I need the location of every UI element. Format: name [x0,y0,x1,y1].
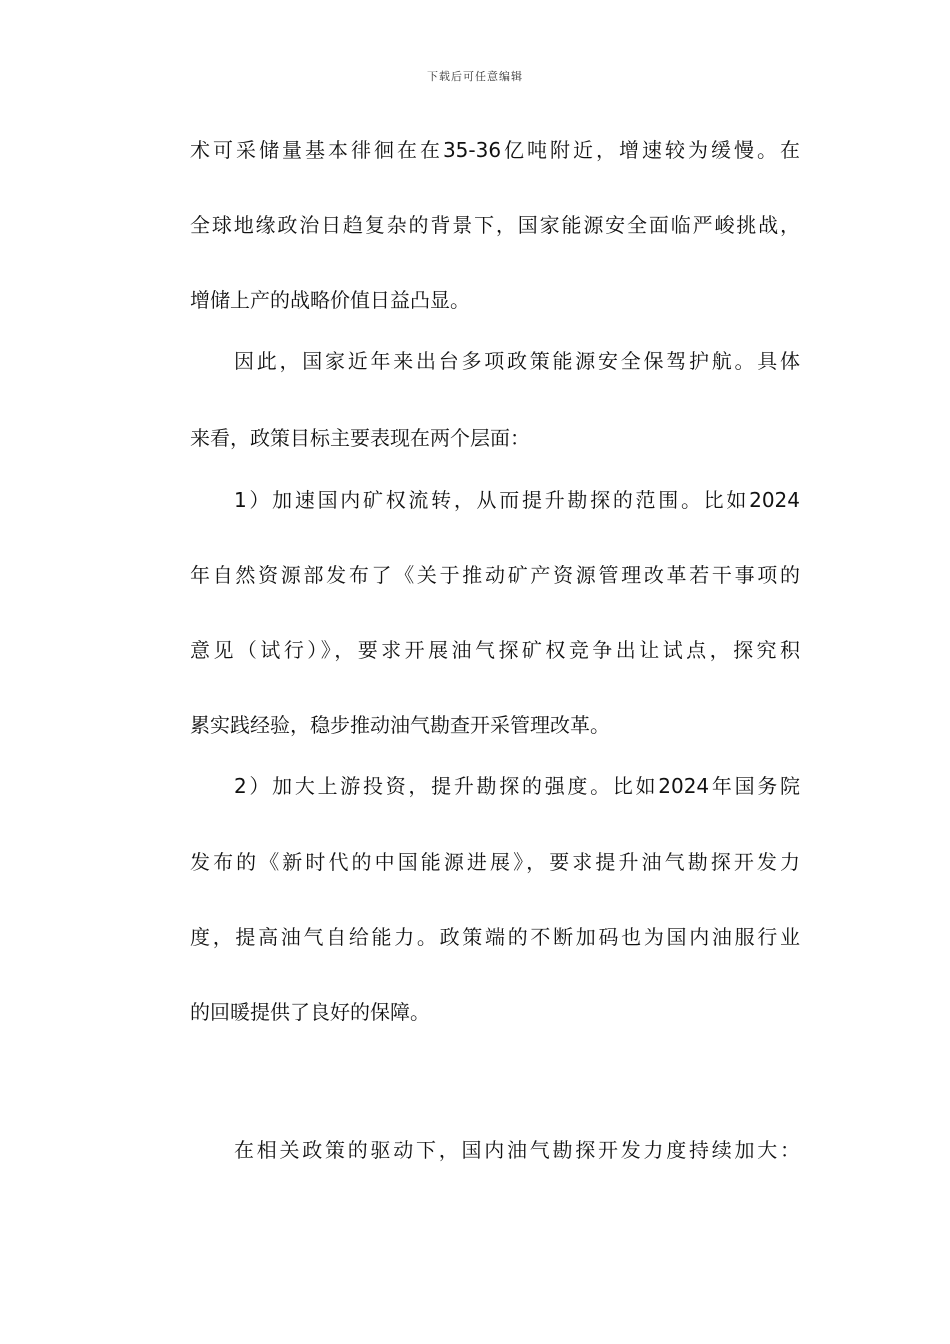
body-line-10: 2）加大上游投资，提升勘探的强度。比如2024年国务院 [234,774,800,798]
body-line-1: 术可采储量基本徘徊在在35-36亿吨附近，增速较为缓慢。在 [190,138,800,162]
body-line-13: 的回暖提供了良好的保障。 [190,1000,430,1024]
body-line-2: 全球地缘政治日趋复杂的背景下，国家能源安全面临严峻挑战， [190,213,800,237]
body-line-14: 在相关政策的驱动下，国内油气勘探开发力度持续加大： [234,1138,800,1162]
body-line-11: 发布的《新时代的中国能源进展》，要求提升油气勘探开发力 [190,850,800,874]
body-line-3: 增储上产的战略价值日益凸显。 [190,288,470,312]
body-line-4: 因此，国家近年来出台多项政策能源安全保驾护航。具体 [234,349,800,373]
body-line-9: 累实践经验，稳步推动油气勘查开采管理改革。 [190,713,610,737]
body-line-5: 来看，政策目标主要表现在两个层面： [190,426,530,450]
body-line-6: 1）加速国内矿权流转，从而提升勘探的范围。比如2024 [234,488,800,512]
body-line-8: 意见（试行）》，要求开展油气探矿权竞争出让试点，探究积 [190,638,800,662]
page-header: 下载后可任意编辑 [427,70,523,83]
body-line-12: 度，提高油气自给能力。政策端的不断加码也为国内油服行业 [190,925,800,949]
body-line-7: 年自然资源部发布了《关于推动矿产资源管理改革若干事项的 [190,563,800,587]
